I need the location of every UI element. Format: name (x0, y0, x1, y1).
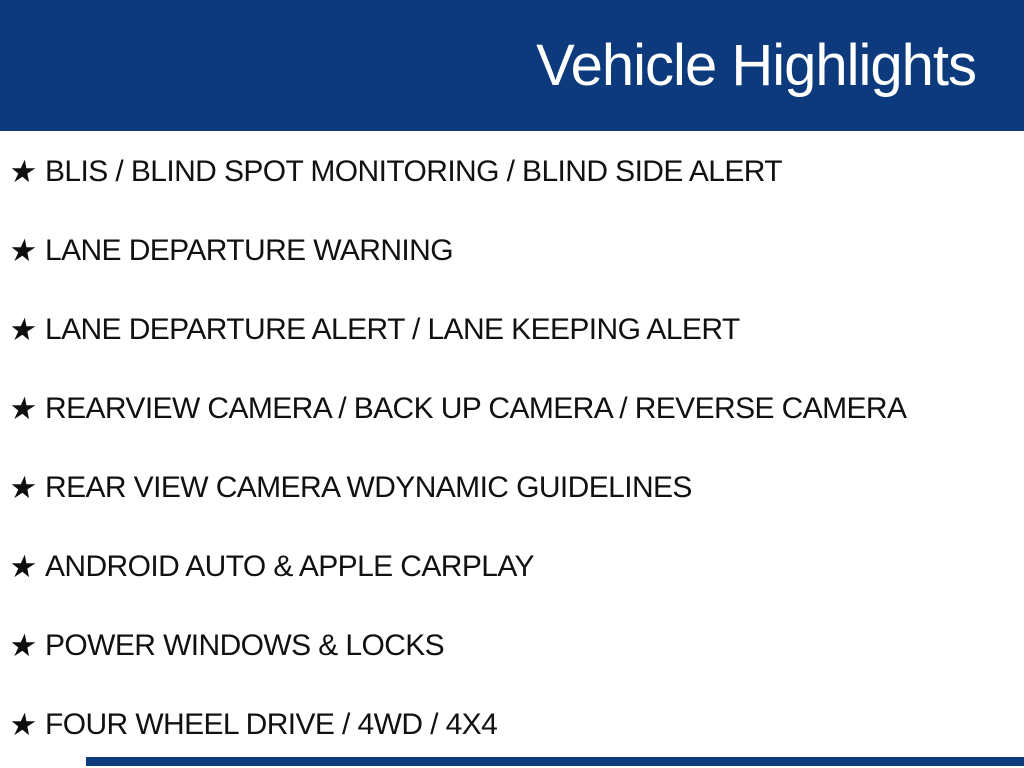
list-item-label: REAR VIEW CAMERA WDYNAMIC GUIDELINES (45, 471, 692, 504)
star-icon: ★ (6, 233, 40, 268)
list-item-label: FOUR WHEEL DRIVE / 4WD / 4X4 (45, 708, 498, 741)
star-icon: ★ (6, 312, 40, 347)
star-icon: ★ (6, 707, 40, 742)
footer-bar (86, 757, 1024, 766)
highlights-list (0, 131, 1024, 740)
list-item (6, 233, 1024, 268)
list-item (6, 549, 1024, 584)
list-item (6, 312, 1024, 347)
star-icon: ★ (6, 549, 40, 584)
list-item (6, 628, 1024, 663)
header-bar (0, 0, 1024, 131)
list-item-label: POWER WINDOWS & LOCKS (45, 629, 445, 662)
list-item (6, 154, 1024, 189)
page-title: Vehicle Highlights (536, 33, 976, 98)
list-item-label: REARVIEW CAMERA / BACK UP CAMERA / REVERSE CAMERA (45, 392, 907, 425)
star-icon: ★ (6, 470, 40, 505)
list-item-label: LANE DEPARTURE WARNING (45, 234, 453, 267)
list-item (6, 391, 1024, 426)
star-icon: ★ (6, 154, 40, 189)
list-item-label: BLIS / BLIND SPOT MONITORING / BLIND SIDE ALERT (45, 155, 783, 188)
star-icon: ★ (6, 628, 40, 663)
list-item-label: LANE DEPARTURE ALERT / LANE KEEPING ALERT (45, 313, 740, 346)
star-icon: ★ (6, 391, 40, 426)
list-item (6, 707, 1024, 742)
list-item-label: ANDROID AUTO & APPLE CARPLAY (45, 550, 534, 583)
list-item (6, 470, 1024, 505)
